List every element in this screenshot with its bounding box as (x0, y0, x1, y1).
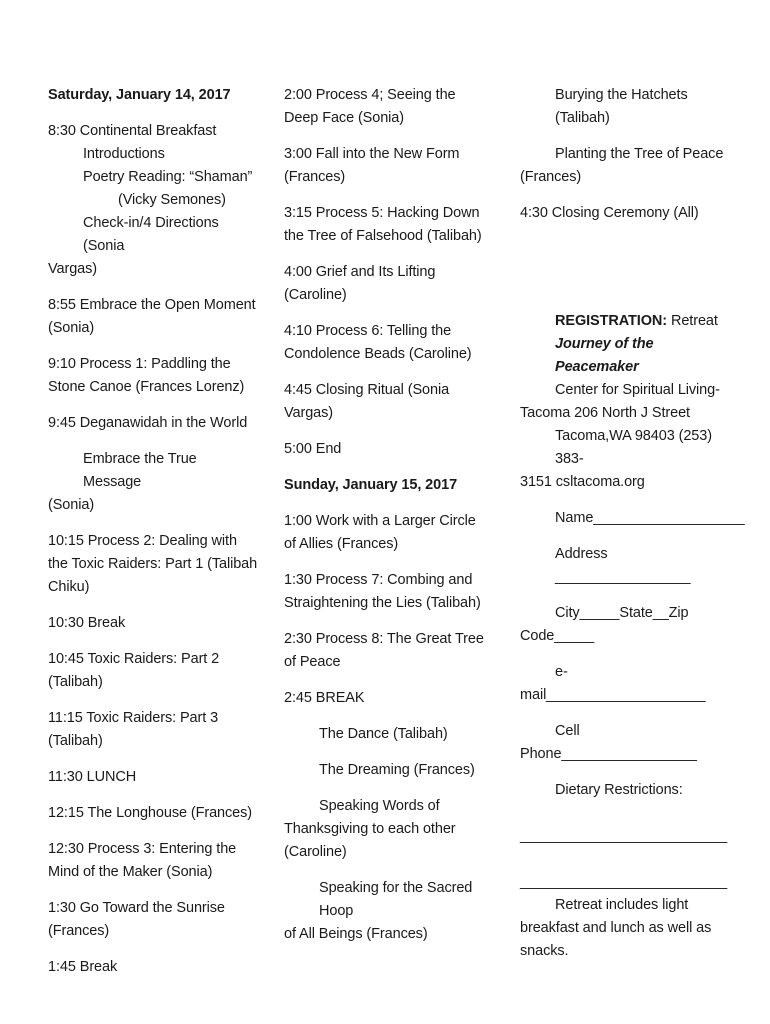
item-line: Embrace the True Message (83, 451, 197, 490)
registration-text: Retreat (670, 313, 718, 329)
item-line: Speaking for the Sacred Hoop (319, 880, 473, 919)
field-line: City_____State__Zip (555, 605, 689, 621)
registration-label: REGISTRATION: (555, 313, 668, 329)
field-line: e- (555, 664, 568, 680)
address-field: Address _________________ (555, 546, 691, 585)
item-line: of All Beings (Frances) (284, 926, 428, 942)
retreat-includes-note (520, 894, 725, 963)
schedule-item-1215: 12:15 The Longhouse (Frances) (48, 805, 252, 821)
schedule-item-dance: The Dance (Talibah) (319, 726, 448, 742)
schedule-item-sacred-hoop (284, 877, 484, 946)
saturday-column (48, 84, 258, 992)
schedule-item-500: 5:00 End (284, 441, 342, 457)
schedule-item-130: 1:30 Go Toward the Sunrise (Frances) (48, 900, 225, 939)
venue-line: Tacoma,WA 98403 (253) 383- (555, 428, 712, 467)
schedule-item-855: 8:55 Embrace the Open Moment (Sonia) (48, 297, 256, 336)
field-line: Cell (555, 723, 580, 739)
schedule-item-closing: 4:30 Closing Ceremony (All) (520, 205, 699, 221)
schedule-item-1015: 10:15 Process 2: Dealing with the Toxic Raiders: Part 1 (Talibah Chiku) (48, 533, 258, 595)
schedule-item-945-note (48, 448, 258, 517)
field-line: mail____________________ (520, 687, 706, 703)
city-state-zip-field (520, 602, 725, 648)
schedule-item-hatchets: Burying the Hatchets (Talibah) (555, 87, 688, 126)
item-line: (Vicky Semones) (118, 192, 226, 208)
dietary-restrictions-label: Dietary Restrictions: (555, 782, 683, 798)
item-line: Check-in/4 Directions (Sonia (83, 215, 219, 254)
name-field: Name___________________ (555, 510, 745, 526)
registration-block (520, 310, 725, 494)
schedule-item-300: 3:00 Fall into the New Form (Frances) (284, 146, 460, 185)
schedule-item-945: 9:45 Deganawidah in the World (48, 415, 248, 431)
item-line: 8:30 Continental Breakfast (48, 123, 217, 139)
item-line: Planting the Tree of Peace (555, 146, 724, 162)
schedule-item-1230: 12:30 Process 3: Entering the Mind of the Maker (Sonia) (48, 841, 237, 880)
item-line: Thanksgiving to each other (Caroline) (284, 821, 456, 860)
schedule-item-400: 4:00 Grief and Its Lifting (Caroline) (284, 264, 436, 303)
schedule-item-tree-of-peace (520, 143, 725, 189)
spacer (520, 238, 725, 310)
venue-line: Tacoma 206 North J Street (520, 405, 690, 421)
afternoon-column (284, 84, 484, 959)
schedule-item-315: 3:15 Process 5: Hacking Down the Tree of Falsehood (Talibah) (284, 205, 482, 244)
registration-column (520, 84, 745, 976)
item-line: Poetry Reading: “Shaman” (83, 169, 253, 185)
item-line: (Sonia) (48, 497, 95, 513)
schedule-item-sun-245: 2:45 BREAK (284, 690, 365, 706)
schedule-item-830 (48, 120, 258, 281)
retreat-name: Journey of the Peacemaker (555, 336, 654, 375)
schedule-item-1045: 10:45 Toxic Raiders: Part 2 (Talibah) (48, 651, 220, 690)
schedule-item-1130: 11:30 LUNCH (48, 769, 137, 785)
saturday-heading: Saturday, January 14, 2017 (48, 87, 231, 103)
registration-title (520, 310, 725, 333)
schedule-item-445: 4:45 Closing Ritual (Sonia Vargas) (284, 382, 450, 421)
item-line: Speaking Words of (319, 798, 440, 814)
note-line: breakfast and lunch as well as snacks. (520, 920, 712, 959)
schedule-item-sun-130: 1:30 Process 7: Combing and Straightening the Lies (Talibah) (284, 572, 481, 611)
schedule-item-410: 4:10 Process 6: Telling the Condolence Beads (Caroline) (284, 323, 472, 362)
schedule-item-sun-100: 1:00 Work with a Larger Circle of Allies (Frances) (284, 513, 476, 552)
schedule-item-thanksgiving (284, 795, 484, 864)
schedule-item-1030: 10:30 Break (48, 615, 126, 631)
field-line: Code_____ (520, 628, 595, 644)
schedule-item-910: 9:10 Process 1: Paddling the Stone Canoe (Frances Lorenz) (48, 356, 245, 395)
schedule-item-200: 2:00 Process 4; Seeing the Deep Face (Sonia) (284, 87, 456, 126)
note-line: Retreat includes light (555, 897, 689, 913)
email-field (520, 661, 725, 707)
item-line: Vargas) (48, 261, 97, 277)
venue-line: Center for Spiritual Living- (555, 382, 720, 398)
schedule-item-1115: 11:15 Toxic Raiders: Part 3 (Talibah) (48, 710, 219, 749)
schedule-item-dreaming: The Dreaming (Frances) (319, 762, 475, 778)
venue-line: 3151 csltacoma.org (520, 474, 645, 490)
sunday-heading: Sunday, January 15, 2017 (284, 477, 458, 493)
schedule-item-sun-230: 2:30 Process 8: The Great Tree of Peace (284, 631, 484, 670)
dietary-line-1: __________________________ (520, 828, 728, 844)
field-line: Phone_________________ (520, 746, 697, 762)
item-line: (Frances) (520, 169, 582, 185)
item-line: Introductions (83, 146, 165, 162)
dietary-line-2: __________________________ (520, 874, 728, 890)
cell-phone-field (520, 720, 725, 766)
schedule-item-145: 1:45 Break (48, 959, 118, 975)
